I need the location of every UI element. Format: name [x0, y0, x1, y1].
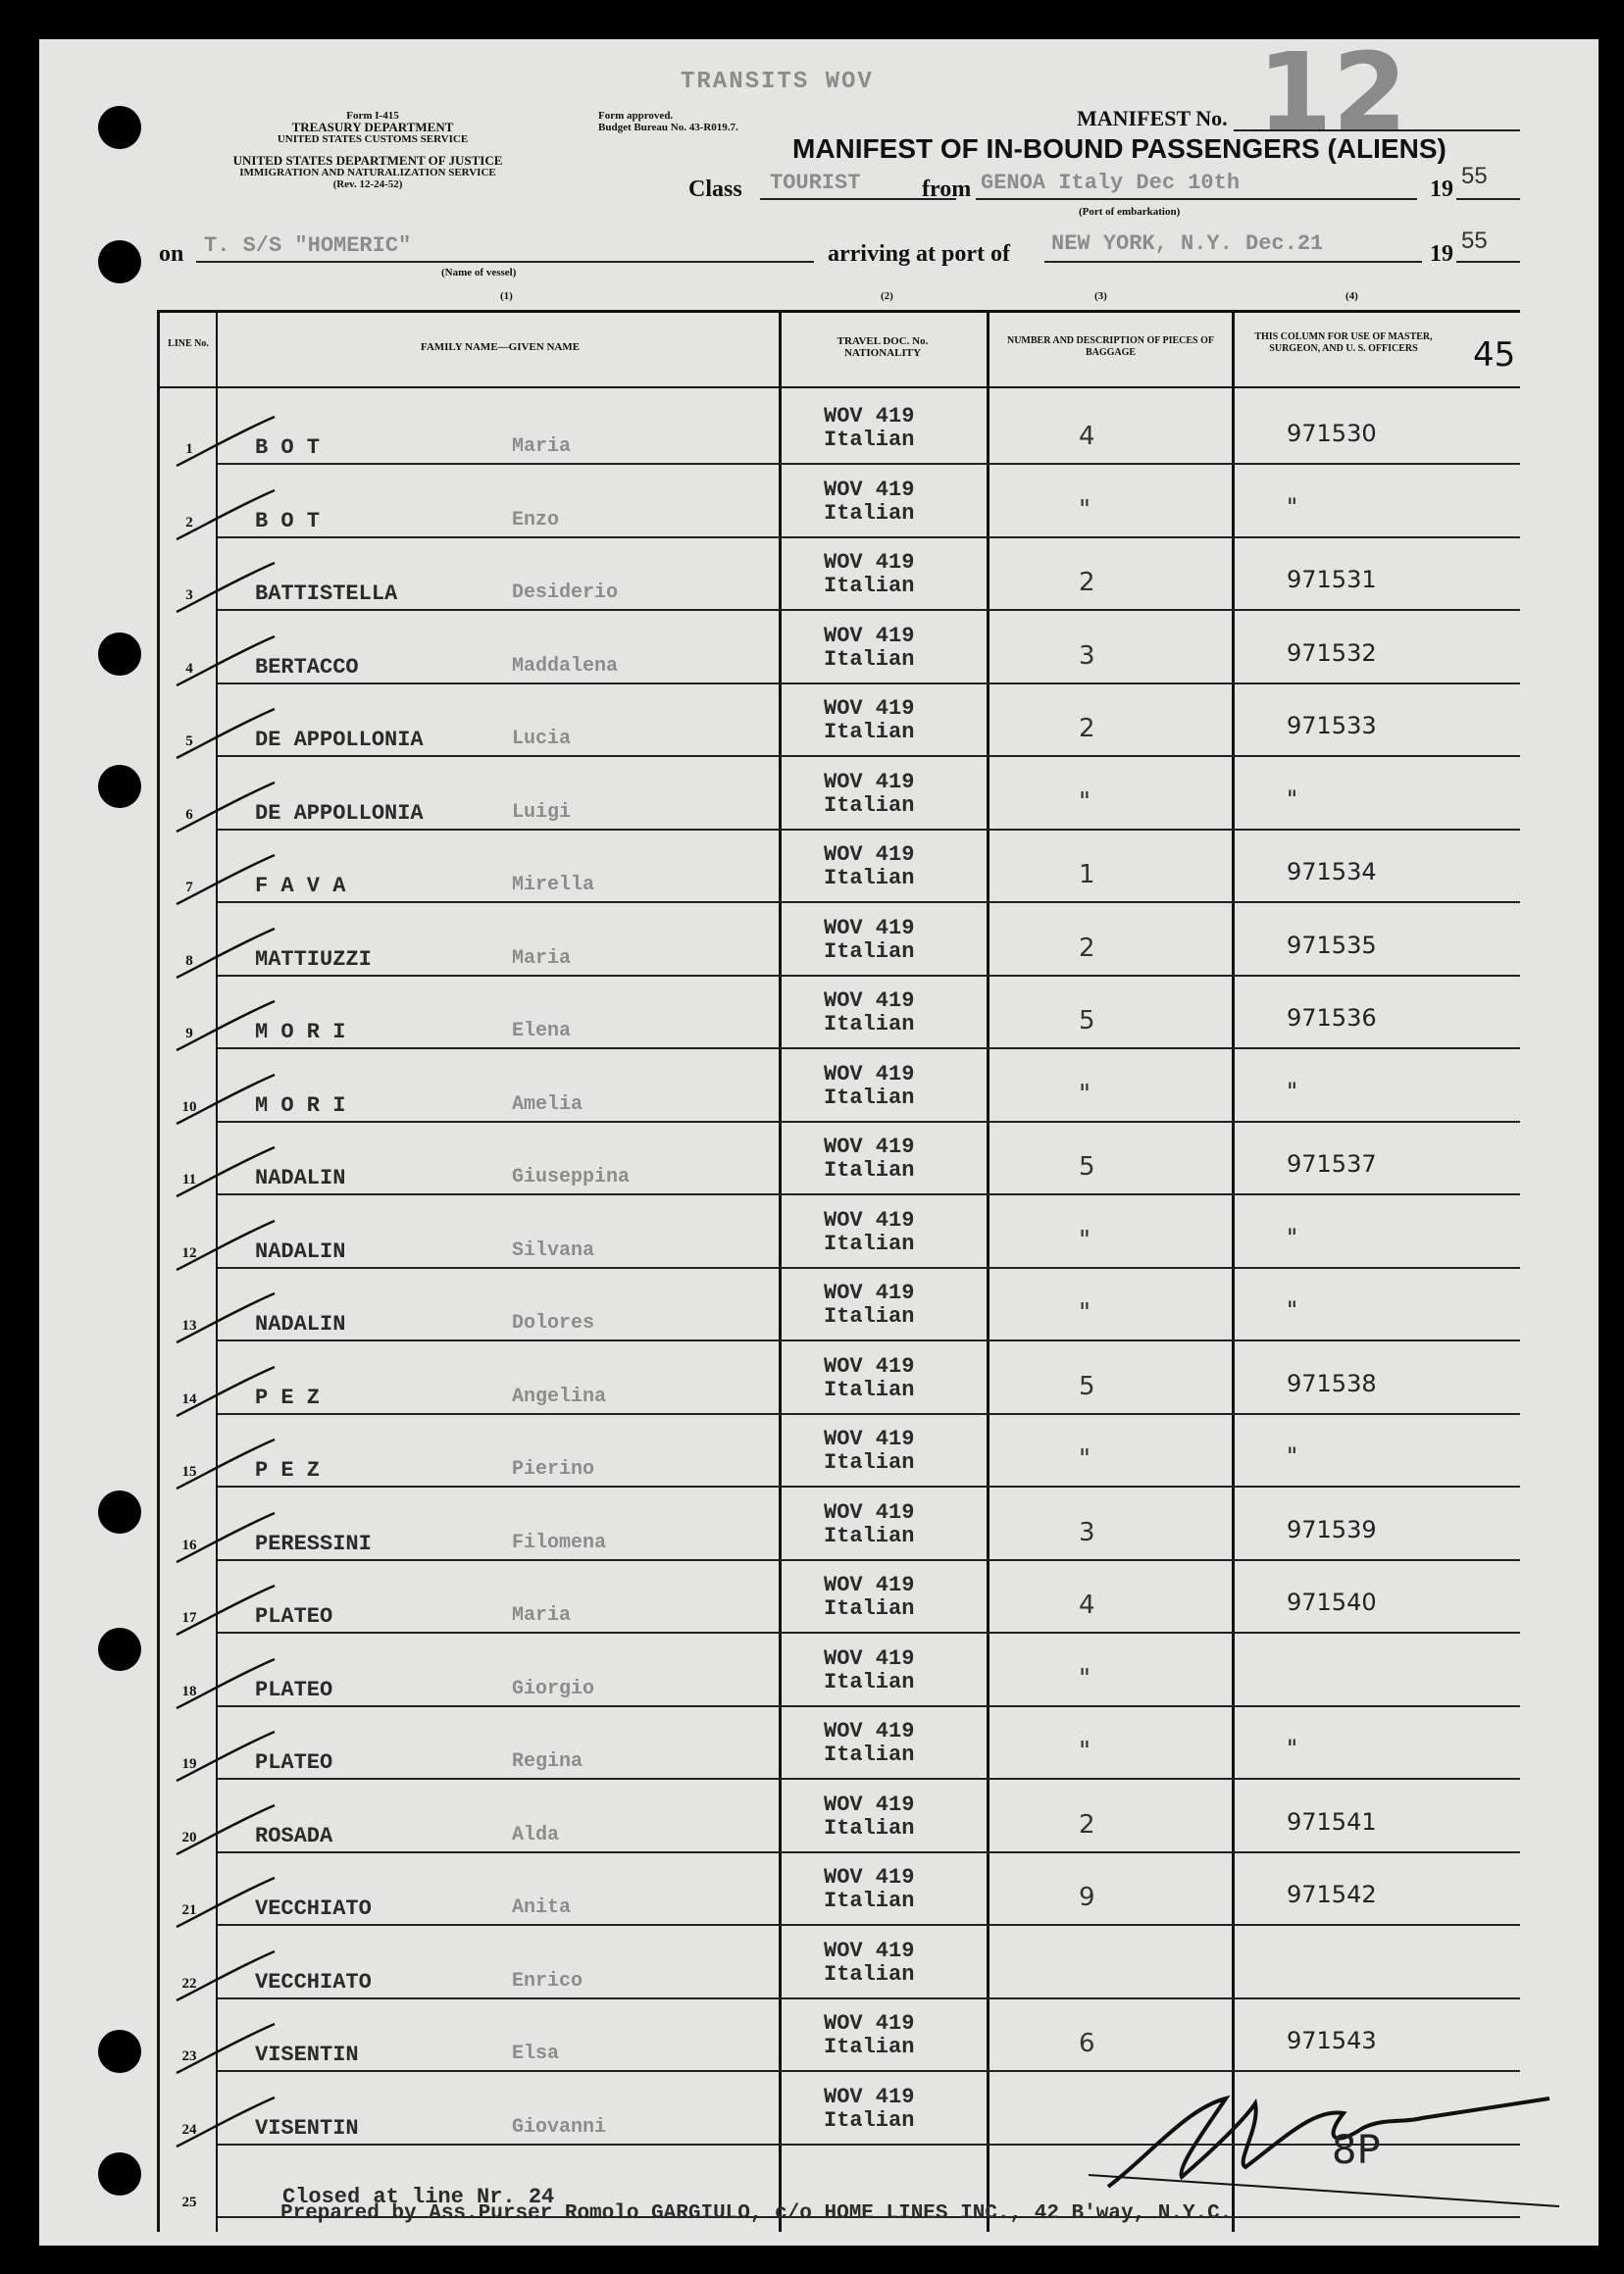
- travel-doc: WOV 419: [824, 988, 915, 1013]
- arrival-year-value: 55: [1461, 227, 1488, 254]
- travel-doc: WOV 419: [824, 2011, 915, 2036]
- row-rule: [218, 1851, 1520, 1853]
- baggage-count: 1: [1079, 860, 1095, 889]
- nationality: Italian: [824, 1450, 915, 1475]
- manifest-sheet: [39, 29, 1599, 2246]
- family-name: P E Z: [255, 1385, 321, 1410]
- check-mark-icon: [172, 1289, 279, 1347]
- given-name: Maria: [512, 1604, 572, 1627]
- nationality: Italian: [824, 1085, 915, 1110]
- given-name: Elena: [512, 1020, 572, 1042]
- travel-doc: WOV 419: [824, 1353, 915, 1379]
- col-header-officers: THIS COLUMN FOR USE OF MASTER, SURGEON, AND U. S. OFFICERS: [1254, 331, 1433, 354]
- baggage-count: 2: [1079, 714, 1095, 743]
- row-line-number: 10: [181, 1098, 197, 1115]
- year-value: 55: [1461, 163, 1488, 189]
- manifest-no-line: [1234, 129, 1520, 131]
- officer-number: ": [1287, 784, 1298, 813]
- given-name: Filomena: [512, 1531, 607, 1554]
- punch-hole: [98, 2030, 141, 2073]
- baggage-count: ": [1079, 1663, 1091, 1693]
- family-name: M O R I: [255, 1020, 346, 1044]
- given-name: Giovanni: [512, 2115, 607, 2139]
- baggage-count: 9: [1079, 1883, 1095, 1912]
- arrival-year-prefix: 19: [1430, 241, 1453, 267]
- officer-number: 971533: [1287, 712, 1377, 739]
- signature-note: 8P: [1332, 2128, 1381, 2173]
- row-line-number: 2: [185, 514, 193, 531]
- officer-number: 971530: [1287, 420, 1377, 447]
- row-line-number: 1: [185, 441, 193, 457]
- class-label: Class: [688, 177, 742, 202]
- row-line-number: 8: [185, 952, 193, 969]
- travel-doc: WOV 419: [824, 1427, 915, 1451]
- officer-number: ": [1287, 1223, 1298, 1251]
- officer-number: ": [1287, 1077, 1298, 1105]
- check-mark-icon: [172, 632, 279, 690]
- baggage-count: 3: [1079, 640, 1095, 671]
- nationality: Italian: [824, 720, 915, 744]
- nationality: Italian: [824, 1012, 915, 1036]
- family-name: F A V A: [255, 874, 346, 898]
- row-rule: [218, 1193, 1520, 1195]
- col-header-name: FAMILY NAME—GIVEN NAME: [420, 341, 581, 353]
- nationality: Italian: [824, 1961, 915, 1987]
- given-name: Amelia: [512, 1092, 584, 1116]
- row-rule: [218, 1413, 1520, 1415]
- family-name: M O R I: [255, 1092, 346, 1118]
- check-mark-icon: [172, 924, 279, 983]
- officer-number: 971543: [1287, 2027, 1377, 2054]
- check-mark-icon: [172, 412, 279, 471]
- given-name: Maddalena: [512, 654, 619, 678]
- family-name: B O T: [255, 435, 321, 460]
- footer-note: Prepared by Ass.Purser Romolo GARGIULO, c/o HOME LINES INC., 42 B'way, N.Y.C.: [280, 2202, 1233, 2225]
- officer-number: ": [1287, 1296, 1298, 1324]
- column-number: (4): [1345, 290, 1358, 302]
- family-name: NADALIN: [255, 1166, 346, 1190]
- check-mark-icon: [172, 2093, 279, 2151]
- punch-hole: [98, 106, 141, 149]
- nationality: Italian: [824, 938, 915, 964]
- family-name: NADALIN: [255, 1312, 346, 1337]
- arriving-label: arriving at port of: [828, 241, 1010, 267]
- row-line-number: 21: [181, 1902, 197, 1918]
- row-rule: [218, 755, 1520, 757]
- officer-number: 971534: [1287, 858, 1377, 885]
- check-mark-icon: [172, 1873, 279, 1932]
- nationality: Italian: [824, 792, 915, 818]
- row-rule: [218, 1339, 1520, 1341]
- check-mark-icon: [172, 485, 279, 544]
- row-line-number: 17: [181, 1610, 197, 1626]
- row-rule: [218, 1924, 1520, 1926]
- baggage-count: ": [1079, 494, 1091, 525]
- nationality: Italian: [824, 646, 915, 672]
- class-value: TOURIST: [770, 171, 861, 195]
- family-name: P E Z: [255, 1458, 321, 1483]
- punch-hole: [98, 632, 141, 676]
- from-value: GENOA Italy Dec 10th: [981, 171, 1241, 195]
- given-name: Pierino: [512, 1458, 595, 1481]
- row-rule: [218, 1778, 1520, 1780]
- approval-block: Form approved. Budget Bureau No. 43-R019.7.: [598, 110, 738, 133]
- check-mark-icon: [172, 704, 279, 763]
- row-line-number: 19: [181, 1756, 197, 1772]
- row-rule: [218, 975, 1520, 977]
- closing-note: Closed at line Nr. 24: [282, 2185, 555, 2209]
- travel-doc: WOV 419: [824, 842, 915, 867]
- arrival-value: NEW YORK, N.Y. Dec.21: [1051, 231, 1324, 256]
- nationality: Italian: [824, 1669, 915, 1694]
- punch-hole: [98, 1491, 141, 1534]
- officer-number: 971537: [1287, 1150, 1377, 1178]
- baggage-count: 2: [1079, 568, 1095, 597]
- baggage-count: ": [1079, 1079, 1091, 1109]
- manifest-no-label: MANIFEST No.: [1077, 106, 1228, 130]
- row-line-number: 11: [181, 1172, 197, 1188]
- given-name: Dolores: [512, 1312, 595, 1335]
- check-mark-icon: [172, 2019, 279, 2078]
- row-rule: [218, 901, 1520, 903]
- from-label: from: [922, 177, 972, 202]
- row-line-number: 12: [181, 1244, 197, 1261]
- row-line-number: 7: [185, 880, 193, 895]
- family-name: ROSADA: [255, 1823, 333, 1848]
- family-name: VECCHIATO: [255, 1896, 372, 1921]
- justice-block: UNITED STATES DEPARTMENT OF JUSTICE IMMIGRATION AND NATURALIZATION SERVICE (Rev. 12-24-52): [232, 153, 503, 190]
- nationality: Italian: [824, 866, 915, 890]
- baggage-count: 6: [1079, 2029, 1095, 2058]
- row-rule: [218, 1997, 1520, 1999]
- check-mark-icon: [172, 1654, 279, 1713]
- on-label: on: [159, 241, 184, 267]
- row-rule: [218, 1267, 1520, 1269]
- nationality: Italian: [824, 2107, 915, 2133]
- officer-number: 971531: [1287, 566, 1377, 593]
- row-line-number: 22: [181, 1975, 197, 1992]
- officer-number: 971541: [1287, 1807, 1377, 1836]
- nationality: Italian: [824, 2035, 915, 2059]
- travel-doc: WOV 419: [824, 1207, 915, 1233]
- travel-doc: WOV 419: [824, 1865, 915, 1890]
- baggage-count: ": [1079, 786, 1091, 817]
- officer-number: ": [1287, 1442, 1298, 1470]
- given-name: Enzo: [512, 508, 560, 531]
- nationality: Italian: [824, 574, 915, 598]
- row-line-number: 3: [185, 587, 193, 603]
- row-rule: [218, 1486, 1520, 1488]
- family-name: DE APPOLLONIA: [255, 728, 424, 752]
- travel-doc: WOV 419: [824, 1135, 915, 1159]
- year-prefix: 19: [1430, 177, 1453, 202]
- travel-doc: WOV 419: [824, 1938, 915, 1963]
- given-name: Mirella: [512, 874, 595, 896]
- officer-number: 971539: [1287, 1515, 1377, 1543]
- baggage-count: 5: [1079, 1371, 1095, 1401]
- row-line-number: 18: [181, 1683, 197, 1699]
- nationality: Italian: [824, 1231, 915, 1256]
- embark-caption: (Port of embarkation): [1079, 206, 1181, 218]
- check-mark-icon: [172, 1800, 279, 1859]
- baggage-count: ": [1079, 1225, 1091, 1255]
- baggage-count: 5: [1079, 1152, 1095, 1182]
- travel-doc: WOV 419: [824, 1719, 915, 1743]
- given-name: Anita: [512, 1896, 572, 1919]
- row-line-number: 14: [181, 1390, 197, 1407]
- col-header-baggage: NUMBER AND DESCRIPTION OF PIECES OF BAGGAGE: [1006, 335, 1215, 358]
- travel-doc: WOV 419: [824, 550, 915, 575]
- travel-doc: WOV 419: [824, 1792, 915, 1817]
- col-header-travel-doc: TRAVEL DOC. No. NATIONALITY: [837, 335, 929, 359]
- travel-doc: WOV 419: [824, 1573, 915, 1597]
- punch-hole: [98, 240, 141, 283]
- given-name: Enrico: [512, 1969, 584, 1993]
- baggage-count: ": [1079, 1737, 1091, 1766]
- given-name: Luigi: [512, 800, 572, 824]
- family-name: MATTIUZZI: [255, 946, 372, 972]
- given-name: Lucia: [512, 728, 572, 750]
- page-title: MANIFEST OF IN-BOUND PASSENGERS (ALIENS): [792, 133, 1446, 164]
- family-name: BERTACCO: [255, 654, 359, 680]
- family-name: DE APPOLLONIA: [255, 800, 424, 826]
- given-name: Giorgio: [512, 1677, 595, 1700]
- check-mark-icon: [172, 1142, 279, 1201]
- row-line-number: 20: [181, 1829, 197, 1845]
- row-line-number: 5: [185, 733, 193, 749]
- travel-doc: WOV 419: [824, 623, 915, 648]
- travel-doc: WOV 419: [824, 1061, 915, 1086]
- travel-doc: WOV 419: [824, 2084, 915, 2109]
- family-name: PLATEO: [255, 1750, 333, 1775]
- nationality: Italian: [824, 1304, 915, 1329]
- form-block: Form I-415 TREASURY DEPARTMENT UNITED STATES CUSTOMS SERVICE: [277, 110, 469, 145]
- punch-hole: [98, 2152, 141, 2196]
- row-rule: [218, 1047, 1520, 1049]
- margin-note: 45: [1473, 335, 1516, 375]
- family-name: VISENTIN: [255, 2043, 359, 2067]
- nationality: Italian: [824, 428, 915, 452]
- family-name: B O T: [255, 508, 321, 533]
- transits-stamp: TRANSITS WOV: [681, 69, 874, 95]
- given-name: Elsa: [512, 2043, 560, 2065]
- given-name: Silvana: [512, 1238, 595, 1262]
- row-rule: [218, 829, 1520, 831]
- given-name: Maria: [512, 435, 572, 458]
- column-number: (2): [881, 290, 893, 302]
- check-mark-icon: [172, 1435, 279, 1493]
- vessel-caption: (Name of vessel): [441, 267, 517, 278]
- baggage-count: 2: [1079, 1809, 1095, 1840]
- check-mark-icon: [172, 1946, 279, 2005]
- officer-number: ": [1287, 492, 1298, 521]
- check-mark-icon: [172, 996, 279, 1055]
- officer-number: 971538: [1287, 1369, 1377, 1397]
- nationality: Italian: [824, 1596, 915, 1621]
- check-mark-icon: [172, 1581, 279, 1640]
- row-rule: [218, 1121, 1520, 1123]
- vessel-value: T. S/S "HOMERIC": [204, 233, 412, 258]
- baggage-count: 5: [1079, 1006, 1095, 1036]
- given-name: Angelina: [512, 1385, 607, 1408]
- family-name: PLATEO: [255, 1677, 333, 1702]
- baggage-count: 2: [1079, 933, 1095, 963]
- punch-hole: [98, 1628, 141, 1671]
- row-line-number: 23: [181, 2048, 197, 2064]
- col-header-line: LINE No.: [168, 338, 209, 349]
- family-name: PLATEO: [255, 1604, 333, 1629]
- given-name: Maria: [512, 946, 572, 970]
- travel-doc: WOV 419: [824, 696, 915, 721]
- officer-number: ": [1287, 1735, 1298, 1762]
- given-name: Desiderio: [512, 581, 619, 604]
- family-name: NADALIN: [255, 1238, 346, 1264]
- row-rule: [218, 682, 1520, 684]
- check-mark-icon: [172, 1362, 279, 1421]
- baggage-count: 3: [1079, 1517, 1095, 1547]
- punch-hole: [98, 765, 141, 808]
- baggage-count: 4: [1079, 1591, 1095, 1620]
- nationality: Italian: [824, 1815, 915, 1841]
- column-number: (3): [1094, 290, 1107, 302]
- check-mark-icon: [172, 778, 279, 836]
- nationality: Italian: [824, 1377, 915, 1402]
- family-name: PERESSINI: [255, 1531, 372, 1556]
- baggage-count: ": [1079, 1444, 1091, 1474]
- nationality: Italian: [824, 1523, 915, 1548]
- travel-doc: WOV 419: [824, 404, 915, 429]
- nationality: Italian: [824, 500, 915, 526]
- check-mark-icon: [172, 1216, 279, 1275]
- nationality: Italian: [824, 1889, 915, 1913]
- row-line-number: 4: [185, 660, 193, 677]
- row-rule: [218, 1705, 1520, 1707]
- given-name: Alda: [512, 1823, 560, 1846]
- travel-doc: WOV 419: [824, 1645, 915, 1671]
- row-rule: [218, 1632, 1520, 1634]
- check-mark-icon: [172, 558, 279, 617]
- row-rule: [218, 609, 1520, 611]
- family-name: VECCHIATO: [255, 1969, 372, 1995]
- check-mark-icon: [172, 850, 279, 909]
- family-name: BATTISTELLA: [255, 581, 398, 606]
- given-name: Giuseppina: [512, 1166, 631, 1188]
- family-name: VISENTIN: [255, 2115, 359, 2141]
- row-line-number: 24: [181, 2121, 197, 2138]
- travel-doc: WOV 419: [824, 1499, 915, 1525]
- check-mark-icon: [172, 1070, 279, 1129]
- officer-number: 971540: [1287, 1589, 1377, 1616]
- officer-number: 971532: [1287, 638, 1377, 667]
- travel-doc: WOV 419: [824, 1281, 915, 1305]
- row-rule: [218, 1559, 1520, 1561]
- row-line-number: 25: [181, 2195, 197, 2210]
- travel-doc: WOV 419: [824, 477, 915, 502]
- row-rule: [218, 463, 1520, 465]
- baggage-count: 4: [1079, 422, 1095, 451]
- check-mark-icon: [172, 1508, 279, 1567]
- officer-number: 971536: [1287, 1004, 1377, 1032]
- travel-doc: WOV 419: [824, 769, 915, 794]
- officer-number: 971542: [1287, 1881, 1377, 1908]
- nationality: Italian: [824, 1743, 915, 1767]
- nationality: Italian: [824, 1158, 915, 1183]
- check-mark-icon: [172, 1727, 279, 1786]
- officer-number: 971535: [1287, 931, 1377, 959]
- row-rule: [218, 536, 1520, 538]
- column-number: (1): [500, 290, 513, 302]
- row-line-number: 16: [181, 1537, 197, 1553]
- row-line-number: 13: [181, 1318, 197, 1334]
- travel-doc: WOV 419: [824, 915, 915, 940]
- baggage-count: ": [1079, 1298, 1091, 1328]
- row-line-number: 15: [181, 1464, 197, 1480]
- row-line-number: 9: [185, 1026, 193, 1041]
- row-line-number: 6: [185, 806, 193, 823]
- page-number: 12: [1257, 29, 1408, 155]
- given-name: Regina: [512, 1750, 584, 1773]
